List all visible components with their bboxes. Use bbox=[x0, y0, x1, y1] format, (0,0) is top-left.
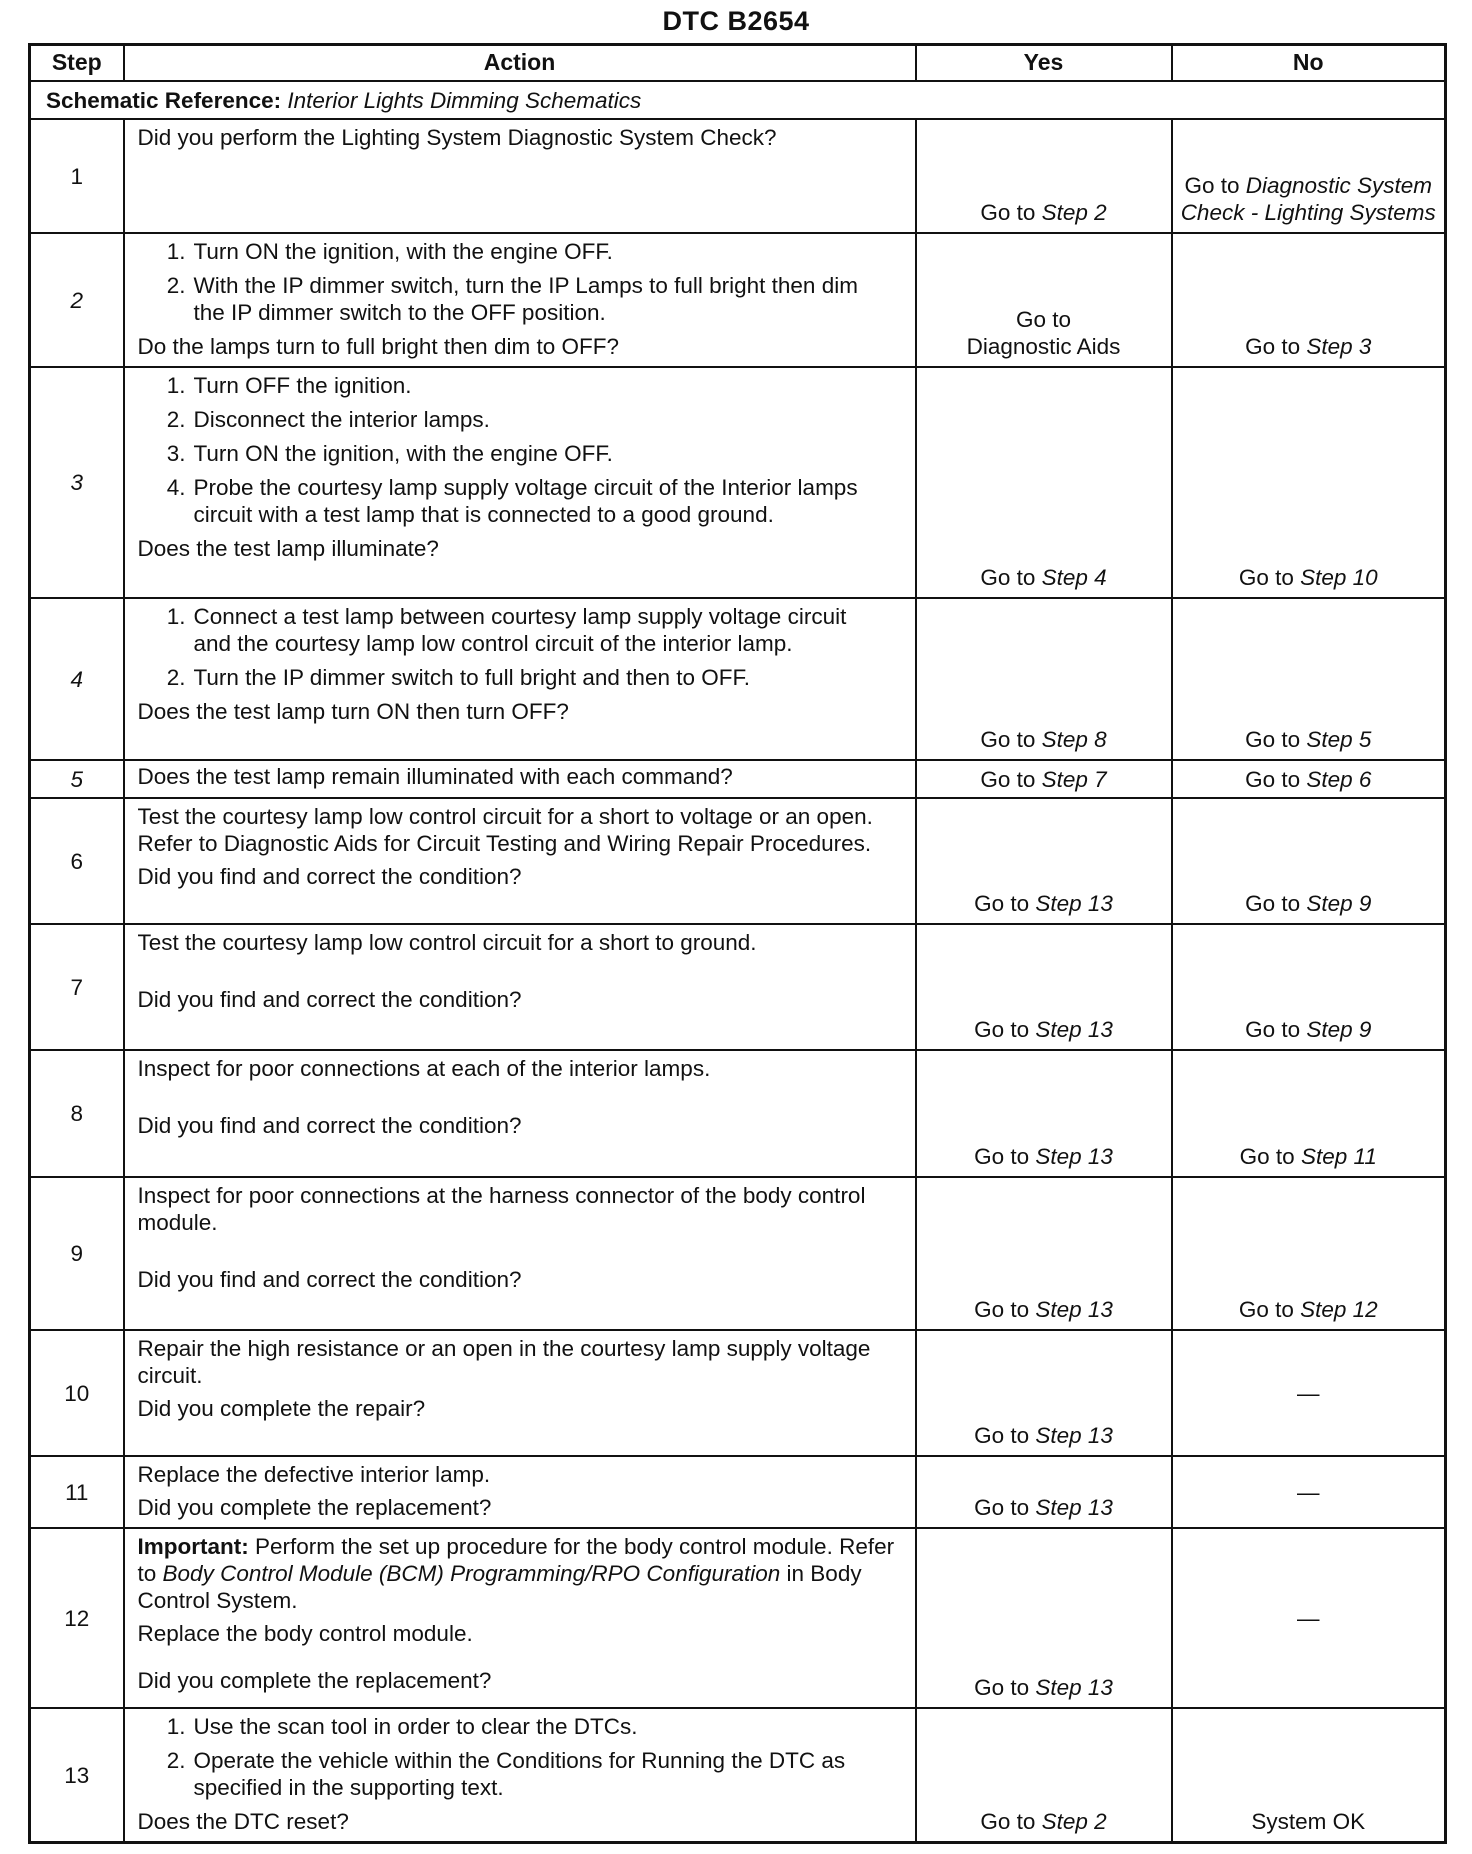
table-row bbox=[30, 598, 1446, 760]
header-step: Step bbox=[30, 45, 124, 82]
yes-link[interactable]: Step 4 bbox=[1041, 565, 1107, 590]
important-text-1: Perform the set up procedure for the body control module. Refer to bbox=[137, 1534, 895, 1586]
important-text-2: in Body Control System. bbox=[137, 1561, 862, 1613]
action-cell bbox=[124, 1330, 916, 1456]
table-row bbox=[30, 1708, 1446, 1843]
action-text: Test the courtesy lamp low control circuit for a short to voltage or an open. Refer to Diagnostic Aids for Circuit Testing and Wiring Repair Procedures. bbox=[137, 804, 873, 856]
action-text: Repair the high resistance or an open in the courtesy lamp supply voltage circuit. bbox=[137, 1336, 871, 1388]
step-number: 9 bbox=[30, 1177, 124, 1330]
action-cell bbox=[124, 760, 916, 798]
action-question: Did you find and correct the condition? bbox=[137, 864, 522, 889]
table-row bbox=[30, 798, 1446, 924]
yes-cell bbox=[916, 1177, 1172, 1330]
yes-cell bbox=[916, 798, 1172, 924]
action-list bbox=[138, 1713, 905, 1801]
table-row bbox=[30, 1528, 1446, 1708]
action-question: Did you complete the replacement? bbox=[137, 1495, 492, 1520]
schematic-reference bbox=[30, 81, 1446, 119]
yes-link[interactable]: Step 13 bbox=[1035, 1675, 1113, 1700]
schematic-reference-link[interactable]: Interior Lights Dimming Schematics bbox=[287, 87, 642, 113]
no-link[interactable]: Diagnostic System Check - Lighting Systems bbox=[1180, 173, 1436, 225]
no-link[interactable]: Step 12 bbox=[1300, 1297, 1378, 1322]
action-question: Does the DTC reset? bbox=[137, 1809, 349, 1834]
yes-link[interactable]: Step 7 bbox=[1041, 766, 1107, 792]
no-cell: — bbox=[1172, 1456, 1446, 1528]
no-link[interactable]: Step 9 bbox=[1306, 1017, 1372, 1042]
no-cell bbox=[1172, 1177, 1446, 1330]
action-question: Did you find and correct the condition? bbox=[137, 987, 522, 1012]
yes-link[interactable]: Step 13 bbox=[1035, 1297, 1113, 1322]
action-cell bbox=[124, 1177, 916, 1330]
step-number: 6 bbox=[30, 798, 124, 924]
action-cell bbox=[124, 1528, 916, 1708]
schematic-reference-label: Schematic Reference: bbox=[46, 87, 282, 113]
action-question: Does the test lamp turn ON then turn OFF? bbox=[137, 699, 569, 724]
yes-link[interactable]: Step 13 bbox=[1035, 1144, 1113, 1169]
no-link[interactable]: Step 6 bbox=[1306, 766, 1372, 792]
list-item: 2. With the IP dimmer switch, turn the IP Lamps to full bright then dim the IP dimmer switch to the OFF position. bbox=[166, 273, 858, 325]
yes-prefix: Go to bbox=[974, 891, 1030, 916]
yes-prefix: Go to bbox=[1015, 307, 1072, 332]
important-reference-link[interactable]: Body Control Module (BCM) Programming/RPO Configuration bbox=[162, 1561, 781, 1586]
table-row bbox=[30, 1330, 1446, 1456]
action-text: Inspect for poor connections at the harness connector of the body control module. bbox=[137, 1183, 866, 1235]
no-prefix: Go to bbox=[1239, 1144, 1295, 1169]
no-cell bbox=[1172, 924, 1446, 1050]
list-item: 2. Operate the vehicle within the Conditions for Running the DTC as specified in the supporting text. bbox=[166, 1748, 846, 1800]
no-cell bbox=[1172, 1050, 1446, 1177]
yes-cell bbox=[916, 367, 1172, 598]
no-link[interactable]: Step 5 bbox=[1306, 727, 1372, 752]
no-cell bbox=[1172, 760, 1446, 798]
action-question: Do the lamps turn to full bright then dim to OFF? bbox=[137, 334, 619, 359]
no-prefix: Go to bbox=[1245, 334, 1301, 359]
yes-prefix: Go to bbox=[980, 1809, 1036, 1834]
action-question: Did you perform the Lighting System Diagnostic System Check? bbox=[137, 125, 777, 150]
action-question: Does the test lamp remain illuminated with each command? bbox=[137, 764, 733, 789]
action-cell bbox=[124, 233, 916, 367]
action-question: Did you complete the repair? bbox=[137, 1396, 426, 1421]
list-item: 1. Turn OFF the ignition. bbox=[166, 373, 412, 398]
step-number: 1 bbox=[30, 119, 124, 233]
document-title: DTC B2654 bbox=[662, 6, 810, 36]
no-prefix: Go to bbox=[1245, 727, 1301, 752]
yes-cell bbox=[916, 924, 1172, 1050]
no-cell bbox=[1172, 598, 1446, 760]
no-prefix: Go to bbox=[1245, 891, 1301, 916]
table-row bbox=[30, 924, 1446, 1050]
yes-prefix: Go to bbox=[980, 766, 1036, 792]
yes-cell bbox=[916, 1708, 1172, 1843]
yes-prefix: Go to bbox=[980, 727, 1036, 752]
yes-prefix: Go to bbox=[974, 1495, 1030, 1520]
no-cell bbox=[1172, 119, 1446, 233]
action-question: Did you complete the replacement? bbox=[137, 1668, 492, 1693]
action-text: Replace the body control module. bbox=[137, 1621, 473, 1646]
diagnostic-table bbox=[28, 43, 1447, 1844]
yes-link[interactable]: Step 2 bbox=[1041, 1809, 1107, 1834]
yes-link[interactable]: Step 13 bbox=[1035, 1423, 1113, 1448]
important-label: Important: bbox=[137, 1534, 249, 1559]
step-number: 7 bbox=[30, 924, 124, 1050]
no-cell bbox=[1172, 367, 1446, 598]
step-number: 8 bbox=[30, 1050, 124, 1177]
action-list bbox=[138, 603, 905, 691]
step-number: 5 bbox=[30, 760, 124, 798]
yes-cell bbox=[916, 1050, 1172, 1177]
yes-link[interactable]: Step 2 bbox=[1041, 200, 1107, 225]
table-header-row bbox=[30, 45, 1446, 82]
no-link[interactable]: Step 9 bbox=[1306, 891, 1372, 916]
schematic-reference-row bbox=[30, 81, 1446, 119]
header-no: No bbox=[1172, 45, 1446, 82]
action-cell bbox=[124, 1456, 916, 1528]
no-link[interactable]: Step 3 bbox=[1306, 334, 1372, 359]
list-item: 1. Use the scan tool in order to clear the DTCs. bbox=[166, 1714, 638, 1739]
action-cell bbox=[124, 367, 916, 598]
no-cell bbox=[1172, 233, 1446, 367]
yes-link[interactable]: Step 13 bbox=[1035, 1017, 1113, 1042]
header-action: Action bbox=[124, 45, 916, 82]
no-cell: — bbox=[1172, 1528, 1446, 1708]
action-cell bbox=[124, 598, 916, 760]
list-item: 4. Probe the courtesy lamp supply voltage circuit of the Interior lamps circuit with a test lamp that is connected to a good ground. bbox=[166, 475, 858, 527]
yes-prefix: Go to bbox=[974, 1144, 1030, 1169]
action-cell bbox=[124, 924, 916, 1050]
yes-prefix: Go to bbox=[974, 1423, 1030, 1448]
yes-cell bbox=[916, 760, 1172, 798]
no-cell: System OK bbox=[1172, 1708, 1446, 1843]
table-row bbox=[30, 233, 1446, 367]
step-number: 4 bbox=[30, 598, 124, 760]
no-prefix: Go to bbox=[1245, 1017, 1301, 1042]
no-prefix: Go to bbox=[1238, 565, 1294, 590]
table-row bbox=[30, 119, 1446, 233]
yes-cell bbox=[916, 1456, 1172, 1528]
table-row bbox=[30, 1177, 1446, 1330]
step-number: 10 bbox=[30, 1330, 124, 1456]
action-cell bbox=[124, 798, 916, 924]
action-cell bbox=[124, 119, 916, 233]
action-cell bbox=[124, 1708, 916, 1843]
step-number: 2 bbox=[30, 233, 124, 367]
no-prefix: Go to bbox=[1184, 173, 1240, 198]
list-item: 1. Turn ON the ignition, with the engine OFF. bbox=[166, 239, 613, 264]
no-prefix: Go to bbox=[1245, 766, 1301, 792]
yes-cell bbox=[916, 1330, 1172, 1456]
yes-cell bbox=[916, 119, 1172, 233]
no-link[interactable]: Step 10 bbox=[1300, 565, 1378, 590]
action-text: Inspect for poor connections at each of the interior lamps. bbox=[137, 1056, 711, 1081]
yes-prefix: Go to bbox=[980, 200, 1036, 225]
action-question: Did you find and correct the condition? bbox=[137, 1113, 522, 1138]
yes-prefix: Go to bbox=[974, 1675, 1030, 1700]
no-prefix: Go to bbox=[1238, 1297, 1294, 1322]
list-item: 2. Turn the IP dimmer switch to full bright and then to OFF. bbox=[166, 665, 750, 690]
action-text: Test the courtesy lamp low control circuit for a short to ground. bbox=[137, 930, 757, 955]
table-row bbox=[30, 1050, 1446, 1177]
step-number: 13 bbox=[30, 1708, 124, 1843]
yes-prefix: Go to bbox=[980, 565, 1036, 590]
action-list bbox=[138, 372, 905, 528]
step-number: 3 bbox=[30, 367, 124, 598]
step-number: 11 bbox=[30, 1456, 124, 1528]
step-number: 12 bbox=[30, 1528, 124, 1708]
list-item: 1. Connect a test lamp between courtesy lamp supply voltage circuit and the courtesy lamp low control circuit of the interior lamp. bbox=[166, 604, 847, 656]
yes-link[interactable]: Step 8 bbox=[1041, 727, 1107, 752]
important-note bbox=[138, 1533, 905, 1614]
yes-link[interactable]: Diagnostic Aids bbox=[966, 334, 1121, 359]
table-row bbox=[30, 367, 1446, 598]
no-link[interactable]: Step 11 bbox=[1300, 1144, 1377, 1169]
list-item: 3. Turn ON the ignition, with the engine OFF. bbox=[166, 441, 613, 466]
action-list bbox=[138, 238, 905, 326]
yes-link[interactable]: Step 13 bbox=[1035, 1495, 1113, 1520]
table-row bbox=[30, 1456, 1446, 1528]
action-question: Does the test lamp illuminate? bbox=[137, 536, 439, 561]
action-question: Did you find and correct the condition? bbox=[137, 1267, 522, 1292]
yes-prefix: Go to bbox=[974, 1017, 1030, 1042]
yes-prefix: Go to bbox=[974, 1297, 1030, 1322]
yes-cell bbox=[916, 1528, 1172, 1708]
no-cell bbox=[1172, 798, 1446, 924]
action-cell bbox=[124, 1050, 916, 1177]
yes-cell bbox=[916, 598, 1172, 760]
yes-cell bbox=[916, 233, 1172, 367]
no-cell: — bbox=[1172, 1330, 1446, 1456]
yes-link[interactable]: Step 13 bbox=[1035, 891, 1113, 916]
header-yes: Yes bbox=[916, 45, 1172, 82]
list-item: 2. Disconnect the interior lamps. bbox=[166, 407, 490, 432]
action-text: Replace the defective interior lamp. bbox=[137, 1462, 491, 1487]
table-row bbox=[30, 760, 1446, 798]
